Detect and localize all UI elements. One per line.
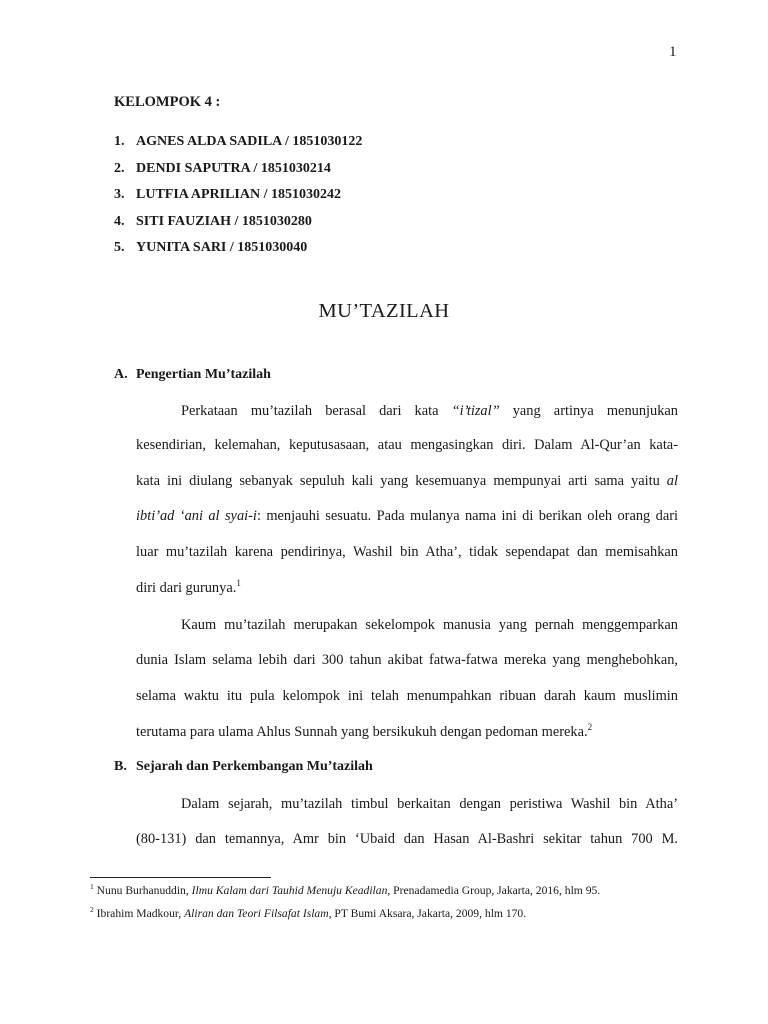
footnote-divider bbox=[90, 877, 271, 878]
text-run: kata ini diulang sebanyak sepuluh kali yang kesemuanya mempunyai arti sama yaitu bbox=[136, 473, 667, 489]
member-item bbox=[114, 187, 362, 214]
member-list bbox=[114, 134, 362, 267]
member-item bbox=[114, 214, 362, 241]
text-run: diri dari gurunya. bbox=[136, 580, 237, 596]
footnote-reference[interactable]: 1 bbox=[236, 578, 241, 588]
section-heading-b bbox=[114, 759, 373, 775]
section-letter: B. bbox=[114, 759, 127, 774]
footnote-number: 2 bbox=[90, 905, 94, 914]
paragraph-line bbox=[136, 579, 678, 597]
paragraph-line: (80-131) dan temannya, Amr bin ‘Ubaid dan Hasan Al-Bashri sekitar tahun 700 M. bbox=[136, 831, 678, 847]
member-text: AGNES ALDA SADILA / 1851030122 bbox=[136, 134, 363, 149]
member-number: 5. bbox=[114, 240, 125, 255]
section-heading-text: Pengertian Mu’tazilah bbox=[136, 367, 271, 382]
member-item bbox=[114, 240, 362, 267]
paragraph-line: selama waktu itu pula kelompok ini telah menumpahkan ribuan darah kaum muslimin bbox=[136, 688, 678, 704]
italic-term: “i’tizal” bbox=[451, 403, 500, 419]
paragraph-line: Kaum mu’tazilah merupakan sekelompok manusia yang pernah menggemparkan bbox=[181, 617, 678, 633]
member-text: SITI FAUZIAH / 1851030280 bbox=[136, 213, 312, 229]
paragraph-line: luar mu’tazilah karena pendirinya, Washil bin Atha’, tidak sependapat dan memisahkan bbox=[136, 544, 678, 560]
text-run: Perkataan mu’tazilah berasal dari kata bbox=[181, 403, 452, 419]
footnote-number: 1 bbox=[90, 882, 94, 891]
footnote-author: Nunu Burhanuddin, bbox=[96, 884, 192, 897]
footnote-details: , Prenadamedia Group, Jakarta, 2016, hlm 95. bbox=[387, 884, 601, 897]
member-item bbox=[114, 134, 362, 161]
member-number: 2. bbox=[114, 160, 125, 176]
text-run: yang artinya menunjukan bbox=[499, 403, 679, 419]
paragraph-line bbox=[136, 507, 678, 525]
footnote-title: Aliran dan Teori Filsafat Islam bbox=[184, 907, 329, 920]
member-number: 1. bbox=[114, 134, 125, 149]
group-title: KELOMPOK 4 : bbox=[114, 94, 221, 110]
paragraph-line: Dalam sejarah, mu’tazilah timbul berkaitan dengan peristiwa Washil bin Atha’ bbox=[181, 796, 678, 812]
footnote-1 bbox=[90, 884, 600, 897]
section-heading-a bbox=[114, 367, 271, 383]
member-text: LUTFIA APRILIAN / 1851030242 bbox=[136, 187, 341, 202]
section-letter: A. bbox=[114, 367, 128, 382]
paragraph-line bbox=[136, 723, 678, 741]
footnote-details: , PT Bumi Aksara, Jakarta, 2009, hlm 170. bbox=[328, 907, 527, 920]
footnote-author: Ibrahim Madkour, bbox=[96, 907, 185, 920]
footnote-reference[interactable]: 2 bbox=[587, 722, 593, 732]
member-item bbox=[114, 161, 362, 188]
text-run: terutama para ulama Ahlus Sunnah yang bersikukuh dengan pedoman mereka. bbox=[136, 724, 588, 740]
paragraph-line: dunia Islam selama lebih dari 300 tahun akibat fatwa-fatwa mereka yang menghebohkan, bbox=[136, 652, 678, 668]
paragraph-line bbox=[181, 402, 678, 420]
italic-term: ibti’ad ‘ani al syai-i bbox=[136, 508, 257, 524]
footnote-2 bbox=[90, 907, 526, 920]
page-number: 1 bbox=[669, 44, 677, 60]
paragraph-line bbox=[136, 472, 678, 490]
paragraph-line: kesendirian, kelemahan, keputusasaan, atau mengasingkan diri. Dalam Al-Qur’an kata- bbox=[136, 437, 678, 453]
footnote-title: Ilmu Kalam dari Tauhid Menuju Keadilan bbox=[191, 884, 388, 897]
document-title: MU’TAZILAH bbox=[318, 300, 450, 322]
section-heading-text: Sejarah dan Perkembangan Mu’tazilah bbox=[136, 759, 373, 774]
text-run: : menjauhi sesuatu. Pada mulanya nama ini di berikan oleh orang dari bbox=[256, 508, 679, 524]
italic-term: al bbox=[666, 473, 678, 489]
member-text: YUNITA SARI / 1851030040 bbox=[136, 240, 308, 255]
member-number: 3. bbox=[114, 187, 125, 202]
member-number: 4. bbox=[114, 213, 125, 229]
member-text: DENDI SAPUTRA / 1851030214 bbox=[136, 160, 331, 176]
